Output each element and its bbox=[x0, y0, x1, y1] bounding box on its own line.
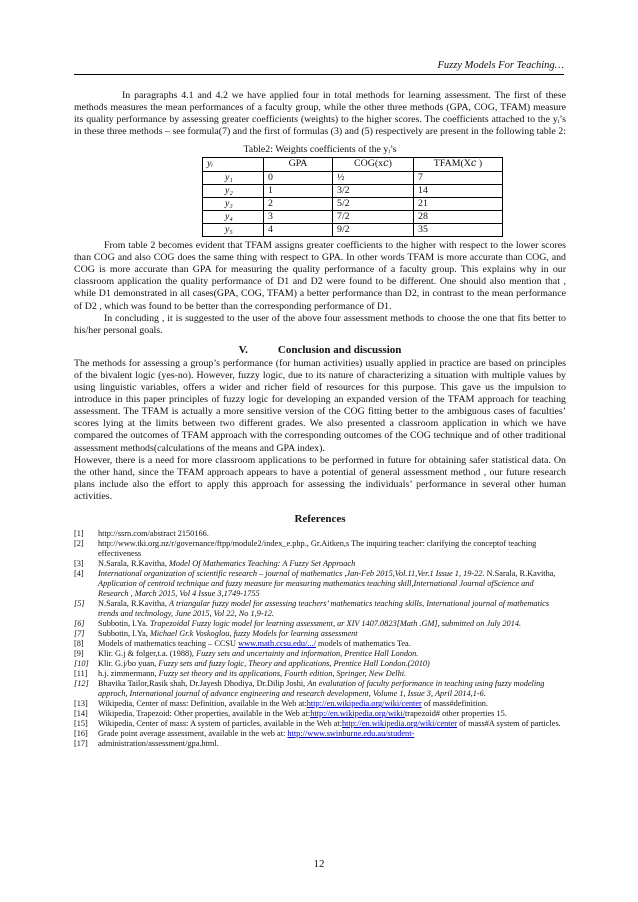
reference-number: [8] bbox=[74, 639, 84, 649]
reference-italic-text: Fuzzy set theory and its applications, Fourth edition, Springer, New Delhi. bbox=[158, 669, 407, 679]
reference-number: [6] bbox=[74, 619, 85, 629]
reference-plain-text: Subbotin, I.Ya, bbox=[98, 629, 150, 639]
reference-text bbox=[98, 639, 566, 649]
reference-item bbox=[74, 669, 566, 679]
table-cell: 7 bbox=[414, 171, 503, 184]
reference-text bbox=[98, 719, 566, 729]
reference-text bbox=[98, 679, 566, 699]
reference-plain-text: Bhavika Tailor,Rasik shah, Dr.Jayesh Dhodiya, Dr.Dilip Joshi, bbox=[98, 679, 308, 689]
reference-number: [9] bbox=[74, 649, 84, 659]
reference-plain-text: Klir. G.j/bo yuan, bbox=[98, 659, 159, 669]
reference-number: [5] bbox=[74, 599, 85, 609]
reference-number: [4] bbox=[74, 569, 84, 579]
reference-item bbox=[74, 599, 566, 619]
reference-text bbox=[98, 599, 566, 619]
reference-text bbox=[98, 659, 566, 669]
reference-plain-text: Klir. G.j & folger,t.a. (1988), bbox=[98, 649, 197, 659]
reference-number: [3] bbox=[74, 559, 84, 569]
reference-link[interactable]: http://en.wikipedia.org/wiki/center bbox=[306, 699, 422, 709]
intro-paragraph: In paragraphs 4.1 and 4.2 we have applied four in total methods for learning assessment. The first of these methods measures the mean performances of a faculty group, while the other three methods (GPA, COG, TFAM) measure its quality performance by assessing greater coefficients (weights) to the higher scores. The coefficients attached to the yᵢ’s in these three methods – see formula(7) and the first of formulas (3) and (5) respectively are present in the following table 2: bbox=[74, 90, 566, 138]
reference-plain-text: Subbotin, I.Ya. bbox=[98, 619, 150, 629]
header-cell-tfam: TFAM(X𝑐 ) bbox=[414, 158, 503, 171]
weights-table bbox=[202, 157, 503, 237]
table-cell: 2 bbox=[264, 197, 333, 210]
reference-text bbox=[98, 709, 566, 719]
reference-item bbox=[74, 539, 566, 559]
reference-item bbox=[74, 569, 566, 599]
table-cell: y₅ bbox=[203, 223, 264, 236]
concluding-paragraph: In concluding , it is suggested to the user of the above four assessment methods to choose the one that fits better to his/her personal goals. bbox=[74, 312, 566, 336]
reference-number: [11] bbox=[74, 669, 88, 679]
reference-italic-text: Fuzzy sets and fuzzy logic, Theory and applications, Prentice Hall London.(2010) bbox=[158, 659, 430, 669]
page-body bbox=[74, 90, 566, 749]
reference-plain-text: Models of mathematics teaching – CCSU bbox=[98, 639, 239, 649]
section-heading bbox=[74, 344, 566, 356]
reference-plain-text: http://www.tki.org.nz/r/governance/ftpp/module2/index_e.php., Gr.Aitken,s The inquiring teacher: clarifying the conceptof teaching effectiveness bbox=[98, 539, 537, 559]
reference-italic-text: Michael Gr.k Voskoglou, fuzzy Models for learning assessment bbox=[149, 629, 358, 639]
future-work-paragraph: However, there is a need for more classroom applications to be performed in future for obtaining safer statistical data. On the other hand, since the TFAM approach appears to have a potential of general assessment method , our future research plans include also the effort to apply this approach for assessing the individuals’ performance in several other human activities. bbox=[74, 454, 566, 502]
reference-item bbox=[74, 639, 566, 649]
reference-italic-text: International organization of scientific research – journal of mathematics ,Jan-Feb 2015,Vol.11,Ver.1 Issue 1, 19-22. bbox=[98, 569, 485, 579]
reference-link[interactable]: http://en.wikipedia.org/wiki/ bbox=[310, 709, 405, 719]
reference-text bbox=[98, 559, 566, 569]
table-cell: 28 bbox=[414, 210, 503, 223]
reference-number: [15] bbox=[74, 719, 88, 729]
reference-plain-text: http://ssrn.com/abstract 2150166. bbox=[98, 529, 209, 539]
reference-plain-text: administration/assessment/gpa.html. bbox=[98, 739, 219, 749]
reference-link[interactable]: http://www.swinburne.edu.au/student- bbox=[287, 729, 415, 739]
reference-text bbox=[98, 619, 566, 629]
table-row bbox=[203, 210, 503, 223]
analysis-paragraph: From table 2 becomes evident that TFAM assigns greater coefficients to the higher with respect to the lower scores than COG and also COG does the same thing with respect to GPA. In other words TFAM is more accurate than COG, and COG is more accurate than GPA for measuring the quality performance of a faculty group. This explains why in our classroom application the quality performance of D1 and D2 were found to be different. One should also mention that , while D1 demonstrated in all cases(GPA, COG, TFAM) a better performance than D2, in contrast to the mean performance of D2 , which was found to be better than the corresponding performance of D1. bbox=[74, 240, 566, 312]
reference-item bbox=[74, 729, 566, 739]
section-title: Conclusion and discussion bbox=[277, 343, 402, 356]
table-cell: y₁ bbox=[203, 171, 264, 184]
conclusion-paragraph: The methods for assessing a group’s performance (for human activities) usually applied in practice are based on principles of the bivalent logic (yes-no). However, fuzzy logic, due to its nature of characterizing a situation with multiple values by using linguistic variables, offers a wider and richer field of resources for this purpose. This gave us the impulsion to introduce in this paper principles of fuzzy logic for developing an expanded version of the TFAM approach for teaching assessment. The TFAM is actually a more sensitive version of the COG fitting better to the ambiguous cases of faculties’ scores lying at the limits between two different grades. We also presented a classroom application in which we have compared the outcomes of TFAM approach with the corresponding outcomes of the COG technique and of other traditional assessment methods(calculations of the means and GPA index). bbox=[74, 357, 566, 454]
reference-text bbox=[98, 539, 566, 559]
reference-number: [17] bbox=[74, 739, 88, 749]
table-cell: 35 bbox=[414, 223, 503, 236]
reference-text bbox=[98, 739, 566, 749]
reference-item bbox=[74, 619, 566, 629]
reference-number: [2] bbox=[74, 539, 84, 549]
table-cell: y₂ bbox=[203, 184, 264, 197]
table-body bbox=[203, 171, 503, 236]
reference-plain-text: h.j. zimmermann, bbox=[98, 669, 159, 679]
table-cell: 3/2 bbox=[333, 184, 414, 197]
table-caption: Table2: Weights coefficients of the yᵢ’s bbox=[243, 144, 397, 156]
reference-link[interactable]: www.math.ccsu.edu/.../ bbox=[238, 639, 316, 649]
references-list bbox=[74, 529, 566, 749]
reference-item bbox=[74, 649, 566, 659]
table-cell: 21 bbox=[414, 197, 503, 210]
reference-plain-text: trapezoid# other properties 15. bbox=[405, 709, 507, 719]
table-cell: ½ bbox=[333, 171, 414, 184]
reference-item bbox=[74, 709, 566, 719]
header-cell-gpa: GPA bbox=[264, 158, 333, 171]
table-cell: 7/2 bbox=[333, 210, 414, 223]
reference-text bbox=[98, 649, 566, 659]
reference-item bbox=[74, 529, 566, 539]
header-cell-yi: yᵢ bbox=[203, 158, 264, 171]
table-cell: 3 bbox=[264, 210, 333, 223]
reference-plain-text: Wikipedia, Center of mass: Definition, available in the Web at: bbox=[98, 699, 307, 709]
header-cell-cog: COG(x𝑐) bbox=[333, 158, 414, 171]
table-cell: 5/2 bbox=[333, 197, 414, 210]
reference-italic-text: An evalutation of faculty performance in teaching using fuzzy modeling approch, International journal of advance engineering and research development, Volume 1, Issue 3, April 2014,1-6. bbox=[98, 679, 545, 699]
reference-italic-text: Fuzzy sets and uncertainty and information, Prentice Hall London. bbox=[196, 649, 419, 659]
reference-plain-text: of mass#definition. bbox=[421, 699, 488, 709]
table-header-row bbox=[203, 158, 503, 171]
reference-plain-text: of mass#A system of particles. bbox=[457, 719, 561, 729]
reference-plain-text: N.Sarala, R.Kavitha, bbox=[484, 569, 556, 579]
reference-italic-text: Application of centroid technique and fuzzy measure for measuring mathematics teaching skill,International Journal ofScience and Research , March 2015, Vol 4 Issue 3,1749-1755 bbox=[98, 579, 534, 599]
reference-text bbox=[98, 729, 566, 739]
section-number: V. bbox=[238, 343, 248, 356]
reference-italic-text: Trapezoidal Fuzzy logic model for learning assessment, ar XIV 1407.0823[Math .GM], submitted on July 2014. bbox=[149, 619, 522, 629]
table-cell: y₄ bbox=[203, 210, 264, 223]
table-cell: y₃ bbox=[203, 197, 264, 210]
table-cell: 4 bbox=[264, 223, 333, 236]
reference-item bbox=[74, 559, 566, 569]
reference-plain-text: Wikipedia, Trapezoid: Other properties, available in the Web at: bbox=[98, 709, 311, 719]
reference-item bbox=[74, 719, 566, 729]
table-cell: 9/2 bbox=[333, 223, 414, 236]
page-number: 12 bbox=[313, 858, 325, 870]
table-row bbox=[203, 197, 503, 210]
reference-number: [1] bbox=[74, 529, 84, 539]
header-rule bbox=[74, 74, 564, 75]
reference-text bbox=[98, 629, 566, 639]
table-row bbox=[203, 184, 503, 197]
reference-plain-text: Wikipedia, Center of mass: A system of particles, available in the Web at: bbox=[98, 719, 342, 729]
reference-number: [13] bbox=[74, 699, 88, 709]
reference-text bbox=[98, 529, 566, 539]
reference-number: [14] bbox=[74, 709, 88, 719]
reference-number: [7] bbox=[74, 629, 85, 639]
table-cell: 0 bbox=[264, 171, 333, 184]
table-cell: 14 bbox=[414, 184, 503, 197]
table-cell: 1 bbox=[264, 184, 333, 197]
reference-plain-text: N.Sarala, R.Kavitha, bbox=[98, 559, 169, 569]
references-heading: References bbox=[294, 513, 346, 525]
reference-link[interactable]: http://en.wikipedia.org/wiki/center bbox=[342, 719, 458, 729]
reference-plain-text: Grade point average assessment, available in the web at: bbox=[98, 729, 288, 739]
reference-plain-text: N.Sarala, R.Kavitha, bbox=[98, 599, 169, 609]
reference-item bbox=[74, 699, 566, 709]
table-row bbox=[203, 223, 503, 236]
reference-italic-text: Model Of Mathematics Teaching: A Fuzzy Set Approach bbox=[168, 559, 356, 569]
reference-number: [10] bbox=[74, 659, 89, 669]
reference-number: [12] bbox=[74, 679, 89, 689]
reference-text bbox=[98, 569, 566, 599]
reference-item bbox=[74, 659, 566, 669]
running-header: Fuzzy Models For Teaching… bbox=[437, 60, 564, 71]
reference-item bbox=[74, 679, 566, 699]
reference-text bbox=[98, 669, 566, 679]
reference-number: [16] bbox=[74, 729, 88, 739]
table-row bbox=[203, 171, 503, 184]
reference-italic-text: A triangular fuzzy model for assessing teachers’ mathematics teaching skills, International journal of mathematics trends and technology, June 2015, Vol 22, No 1,9-12. bbox=[98, 599, 550, 619]
reference-item bbox=[74, 629, 566, 639]
reference-text bbox=[98, 699, 566, 709]
reference-plain-text: models of mathematics Tea. bbox=[315, 639, 411, 649]
reference-item bbox=[74, 739, 566, 749]
